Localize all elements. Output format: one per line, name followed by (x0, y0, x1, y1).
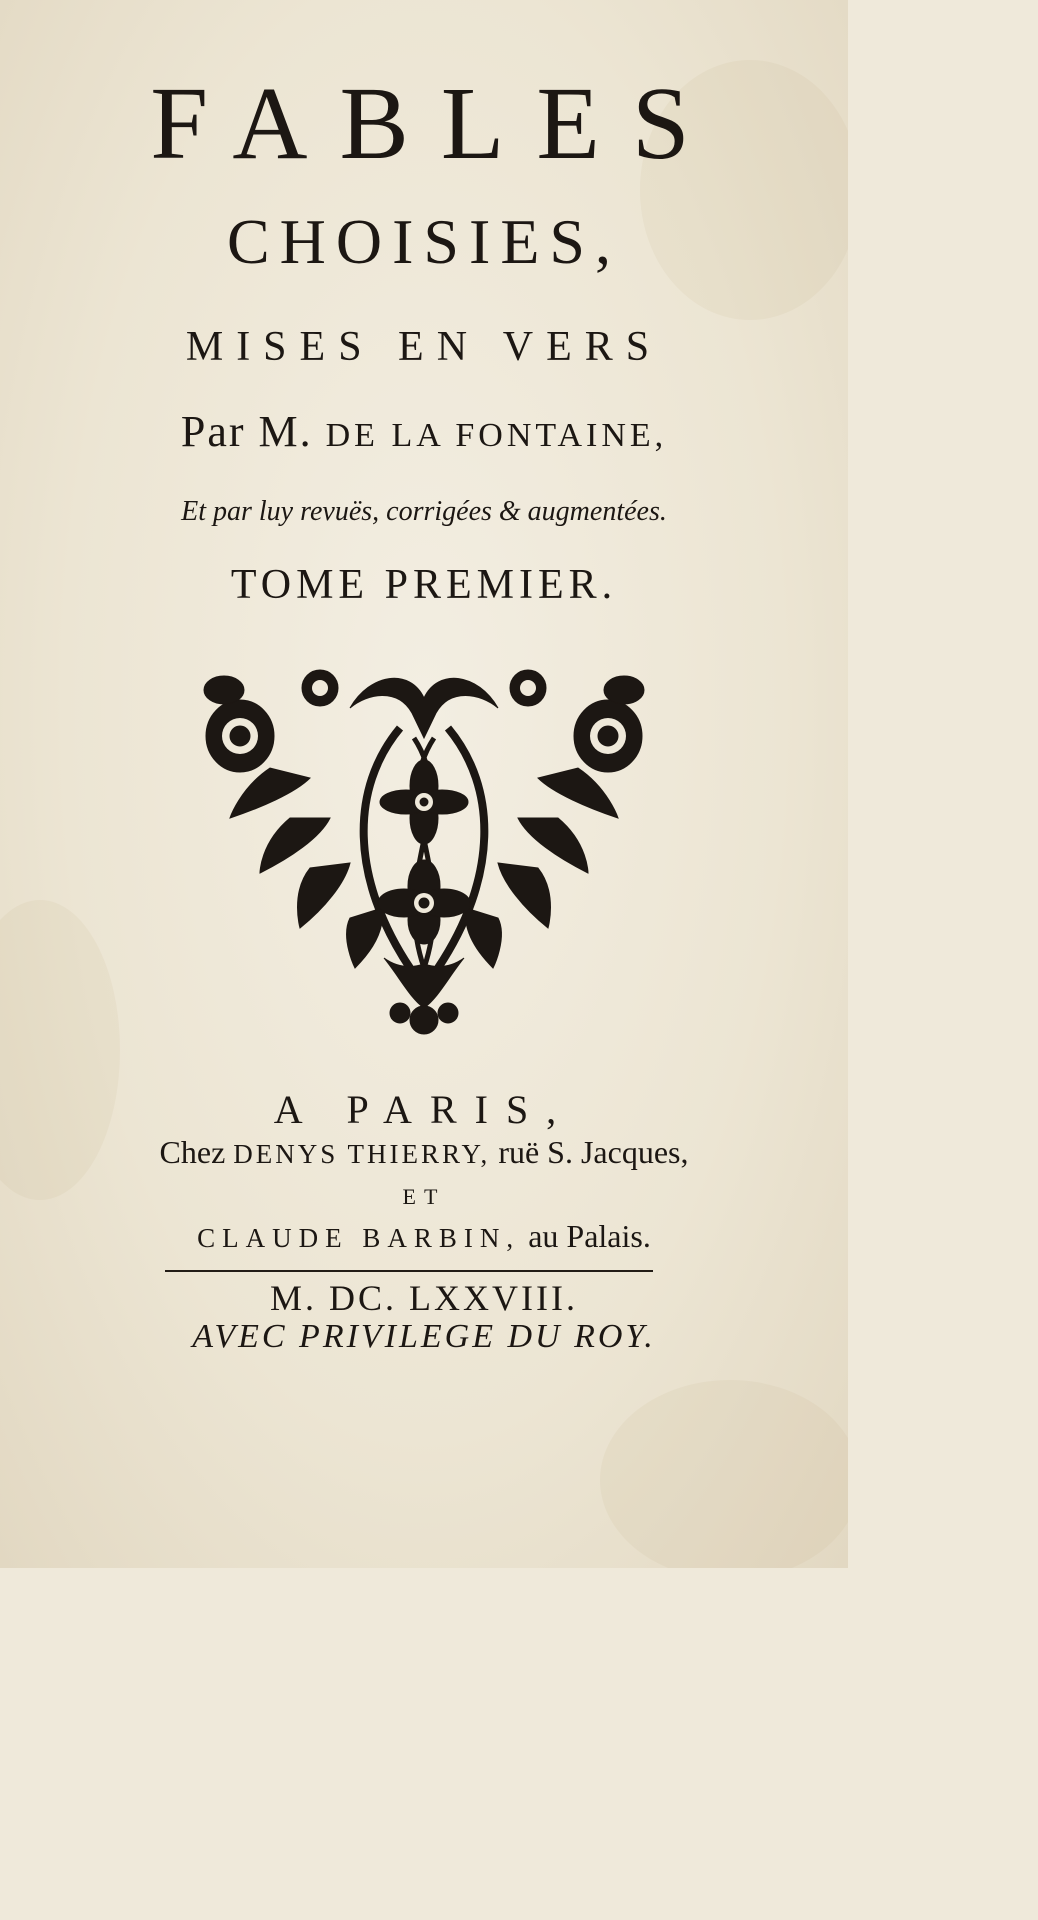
ornament-central-flower (380, 760, 468, 844)
printer-2-name: CLAUDE BARBIN, (197, 1223, 521, 1253)
ornament-bud (604, 676, 644, 704)
printer-2-address: au Palais. (528, 1218, 651, 1254)
author-name: DE LA FONTAINE, (325, 417, 668, 454)
royal-privilege: AVEC PRIVILEGE DU ROY. (192, 1318, 656, 1355)
printer-1-address: ruë S. Jacques, (498, 1134, 689, 1170)
edition-description: Et par luy revuës, corrigées & augmentées. (181, 496, 667, 527)
volume-label: TOME PREMIER. (230, 562, 618, 608)
ornament-bud (204, 676, 244, 704)
book-subtitle-line-1: CHOISIES, (226, 206, 622, 277)
ornament-leaf (230, 768, 310, 818)
ornament-leaf (260, 818, 330, 873)
book-title: FABLES (150, 66, 722, 181)
ornament-pendant-bud (410, 1006, 438, 1034)
printer-1-prefix: Chez (159, 1134, 226, 1170)
floral-woodcut-icon (200, 668, 648, 1038)
ornament-scroll (350, 678, 498, 738)
imprint-printer-1 (0, 1136, 848, 1168)
imprint-divider (165, 1270, 653, 1272)
book-subtitle-line-2: MISES EN VERS (185, 324, 663, 370)
ornament-leaf (518, 818, 588, 873)
author-line (0, 407, 848, 456)
imprint-city: A PARIS, (273, 1087, 575, 1132)
ornament-leaf (347, 908, 383, 968)
author-prefix: Par M. (180, 407, 313, 456)
imprint-conjunction: ET (402, 1184, 446, 1209)
ornament-leaf (465, 908, 501, 968)
ornament-leaf (498, 863, 551, 928)
paper-stain (600, 1380, 848, 1568)
publication-year: M. DC. LXXVIII. (270, 1278, 578, 1318)
printer-1-name: DENYS THIERRY, (233, 1139, 491, 1169)
imprint-printer-2 (0, 1220, 848, 1252)
ornament-pendant (384, 958, 464, 1008)
ornament-leaf (298, 863, 351, 928)
ornament-leaf (538, 768, 618, 818)
